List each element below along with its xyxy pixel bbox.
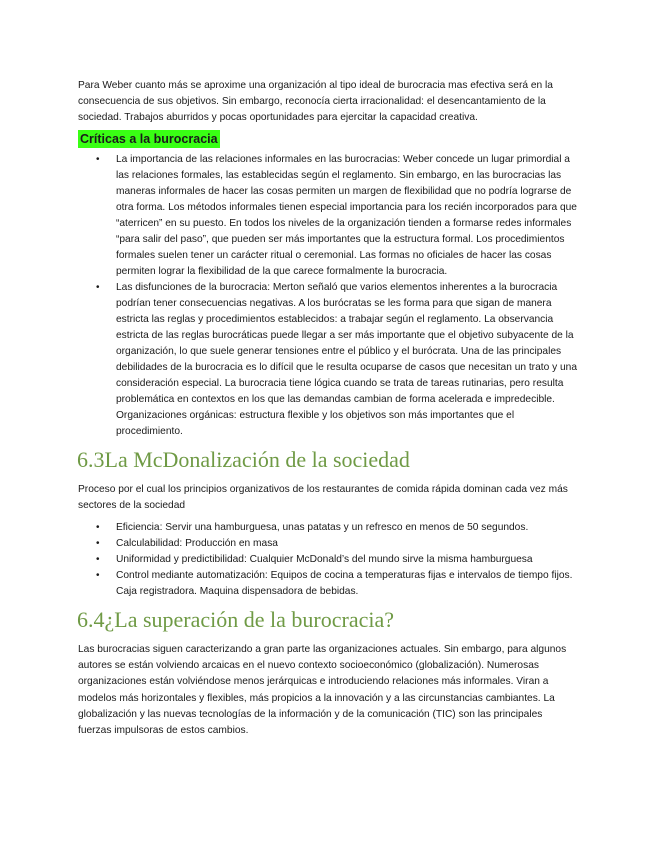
bullet-icon: • <box>96 153 100 165</box>
mcdonalizacion-list <box>78 520 577 600</box>
bullet-icon: • <box>96 522 100 534</box>
section-title-superacion: 6.4¿La superación de la burocracia? <box>77 607 394 633</box>
bullet-icon: • <box>96 281 100 293</box>
mcdonalizacion-intro: Proceso por el cual los principios organizativos de los restaurantes de comida rápida dominan cada vez más sectores de la sociedad <box>78 483 568 511</box>
list-item: • Calculabilidad: Producción en masa <box>116 536 577 552</box>
list-item: • La importancia de las relaciones informales en las burocracias: Weber concede un lugar primordial a las relaciones formales, las establecidas según el reglamento. Sin embargo, en las burocracias las maneras informales de hacer las cosas permiten un margen de flexibilidad que no podría lograrse de otra forma. Los métodos informales tienen especial importancia para los recién incorporados para que “aterricen” en su puesto. En todos los niveles de la organización tienden a formarse redes informales “para salir del paso”, que pueden ser más importantes que la estructura formal. Los procedimientos formales suelen tener un carácter ritual o ceremonial. Las formas no oficiales de hacer las cosas permiten lograr la flexibilidad de la que carece formalmente la burocracia. <box>96 153 577 277</box>
list-item: • Las disfunciones de la burocracia: Merton señaló que varios elementos inherentes a la burocracia podrían tener consecuencias negativas. A los burócratas se les forma para que sigan de manera estricta las reglas y procedimientos establecidos: a trabajar según el reglamento. La observancia estricta de las reglas burocráticas puede llegar a ser más importante que el objetivo subyacente de la organización, lo que suele generar tensiones entre el público y el burócrata. Una de las principales debilidades de la burocracia es lo difícil que le resulta ocuparse de casos que necesitan un trato y una consideración especial. La burocracia tiene lógica cuando se trata de tareas rutinarias, pero resulta problemática en contextos en los que las demandas cambian de forma acelerada e impredecible. Organizaciones orgánicas: estructura flexible y los objetivos son más importantes que el procedimiento. <box>96 281 577 437</box>
bullet-icon: • <box>96 538 100 550</box>
criticas-list <box>78 152 577 440</box>
list-item: • Eficiencia: Servir una hamburguesa, unas patatas y un refresco en menos de 50 segundos. <box>116 520 577 536</box>
superacion-paragraph: Las burocracias siguen caracterizando a gran parte las organizaciones actuales. Sin embargo, para algunos autores se están volviendo arcaicas en el nuevo contexto socioeconómico (globalización). Numerosas organizaciones están volviéndose menos jerárquicas e introduciendo relaciones más informales. Viran a modelos más horizontales y flexibles, más propicios a la innovación y a las circunstancias cambiantes. La globalización y las nuevas tecnologías de la información y de la comunicación (TIC) son las principales fuerzas impulsoras de estos cambios. <box>78 644 567 737</box>
section-title-mcdonalizacion: 6.3La McDonalización de la sociedad <box>77 446 410 472</box>
list-item: • Control mediante automatización: Equipos de cocina a temperaturas fijas e intervalos de tiempo fijos. Caja registradora. Maquina dispensadora de bebidas. <box>96 570 573 598</box>
list-item: • Uniformidad y predictibilidad: Cualquier McDonald’s del mundo sirve la misma hamburguesa <box>116 552 577 568</box>
bullet-icon: • <box>96 570 100 582</box>
bullet-icon: • <box>96 554 100 566</box>
intro-paragraph: Para Weber cuanto más se aproxime una organización al tipo ideal de burocracia mas efectiva será en la consecuencia de sus objetivos. Sin embargo, reconocía cierta irracionalidad: el desencantamiento de la sociedad. Trabajos aburridos y pocas oportunidades para ejercitar la capacidad creativa. <box>78 80 553 124</box>
criticas-heading: Críticas a la burocracia <box>80 131 218 146</box>
